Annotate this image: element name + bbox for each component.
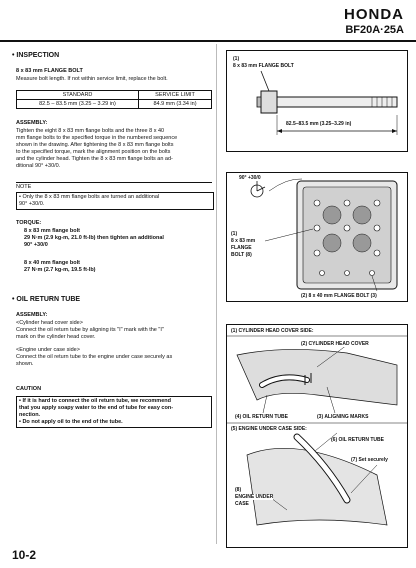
assembly-text	[16, 128, 214, 170]
page-number: 10-2	[12, 548, 37, 562]
fig2-label-2: 8 x 83 mm	[231, 238, 256, 244]
torque-group-2	[24, 260, 212, 274]
service-limit-table	[16, 90, 212, 109]
assembly-line: Tighten the eight 8 x 83 mm flange bolts and the three 8 x 40	[16, 128, 165, 134]
inspection-heading: • INSPECTION	[12, 52, 60, 59]
table-header-standard: STANDARD	[17, 91, 139, 100]
fig1-dimension: 82.5–83.5 mm (3.25–3.29 in)	[286, 121, 352, 127]
bolt-title: 8 x 83 mm FLANGE BOLT	[16, 68, 83, 74]
caution-line: • Do not apply oil to the end of the tube.	[19, 419, 123, 425]
assembly-line: mm flange bolts to the specified torque in the numbered sequence	[16, 135, 178, 141]
caution-heading: CAUTION	[16, 386, 42, 392]
column-divider	[216, 44, 217, 544]
subsection-title: <Cylinder head cover side>	[16, 320, 83, 326]
fig2-label-3: FLANGE	[231, 245, 252, 251]
oil-assembly-heading: ASSEMBLY:	[16, 312, 48, 318]
fig3-label-8c: CASE	[235, 501, 249, 507]
note-box	[16, 192, 214, 210]
fig3-label-8a: (8)	[235, 487, 242, 493]
table-header-limit: SERVICE LIMIT	[139, 91, 212, 100]
figure-oil-return	[226, 324, 408, 548]
brand-title: HONDA	[344, 6, 404, 23]
oil-assembly-text	[16, 320, 214, 368]
oil-line: mark on the cylinder head cover.	[16, 334, 96, 340]
fig1-num: (1)	[233, 56, 240, 62]
torque-heading: TORQUE:	[16, 220, 42, 226]
fig2-angle: 90° +30/0	[239, 175, 261, 181]
oil-line: shown.	[16, 361, 34, 367]
fig3-label-7: (7) Set securely	[351, 457, 388, 463]
bolt-drawing	[227, 51, 407, 151]
note-line: 90° +30/0.	[19, 201, 45, 207]
fig3-label-6: (6) OIL RETURN TUBE	[331, 437, 384, 443]
fig3-sub: (5) ENGINE UNDER CASE SIDE:	[231, 426, 307, 432]
figure-cylinder-head	[226, 172, 408, 302]
caution-line: that you apply soapy water to the end of tube for easy con-	[19, 405, 174, 411]
assembly-heading: ASSEMBLY:	[16, 120, 48, 126]
oil-line: Connect the oil return tube by aligning its "I" mark with the "I"	[16, 327, 164, 333]
fig3-label-4: (4) OIL RETURN TUBE	[235, 414, 288, 420]
caution-box	[16, 396, 212, 428]
table-cell-limit: 84.9 mm (3.34 in)	[139, 100, 212, 109]
model-title: BF20A·25A	[345, 24, 404, 36]
caution-line: nection.	[19, 412, 41, 418]
torque-group-1	[24, 228, 212, 249]
fig3-label-2: (2) CYLINDER HEAD COVER	[301, 341, 369, 347]
table-cell-standard: 82.5 – 83.5 mm (3.25 – 3.29 in)	[17, 100, 139, 109]
torque2-value: 27 N·m (2.7 kg-m, 19.5 ft-lb)	[24, 267, 96, 273]
note-heading: NOTE	[16, 182, 212, 191]
fig2-label-4: BOLT (8)	[231, 252, 252, 258]
fig2-label-5: (2) 8 x 40 mm FLANGE BOLT (3)	[301, 293, 377, 299]
fig3-title: (1) CYLINDER HEAD COVER SIDE:	[231, 328, 314, 334]
subsection-title: <Engine under case side>	[16, 347, 80, 353]
note-line: • Only the 8 x 83 mm flange bolts are turned an additional	[19, 194, 160, 200]
torque1-extra: 90° +30/0	[24, 242, 48, 248]
oil-line: Connect the oil return tube to the engine under case securely as	[16, 354, 173, 360]
fig2-label-1: (1)	[231, 231, 238, 237]
fig1-label: 8 x 83 mm FLANGE BOLT	[233, 63, 294, 69]
bolt-instruction: Measure bolt length. If not within service limit, replace the bolt.	[16, 76, 168, 82]
oil-return-drawing	[227, 325, 407, 547]
oil-return-heading: • OIL RETURN TUBE	[12, 296, 81, 303]
assembly-line: and the cylinder head. Tighten the 8 x 83 mm flange bolts an ad-	[16, 156, 173, 162]
torque2-label: 8 x 40 mm flange bolt	[24, 260, 80, 266]
caution-line: • If it is hard to connect the oil return tube, we recommend	[19, 398, 171, 404]
torque1-label: 8 x 83 mm flange bolt	[24, 228, 80, 234]
cylinder-head-drawing	[227, 173, 407, 301]
assembly-line: ditional 90° +30/0.	[16, 163, 61, 169]
assembly-line: to the specified torque, mark the alignment position on the bolts	[16, 149, 171, 155]
figure-flange-bolt	[226, 50, 408, 152]
header-rule	[0, 40, 416, 42]
fig3-label-3: (3) ALIGNING MARKS	[317, 414, 369, 420]
fig3-label-8b: ENGINE UNDER	[235, 494, 274, 500]
assembly-line: shown in the drawing. After tightening the 8 x 83 mm flange bolts	[16, 142, 174, 148]
torque1-value: 29 N·m (2.9 kg-m, 21.0 ft-lb) then tighten an additional	[24, 235, 164, 241]
